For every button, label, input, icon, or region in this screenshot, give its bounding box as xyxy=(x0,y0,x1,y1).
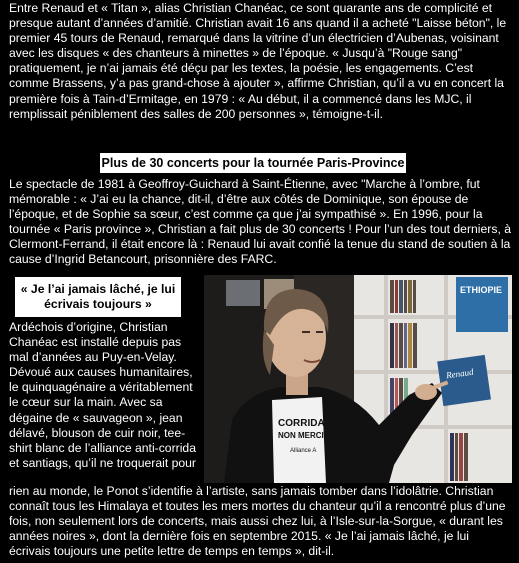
svg-text:ETHIOPIE: ETHIOPIE xyxy=(460,285,503,295)
pull-quote: « Je l’ai jamais lâché, je lui écrivais toujours » xyxy=(15,277,181,317)
svg-text:Renaud: Renaud xyxy=(445,366,475,381)
article-photo xyxy=(204,275,512,483)
intro-paragraph: Entre Renaud et « Titan », alias Christian Chanéac, ce sont quarante ans de complicité et presque autant d’années d’amitié. Christian avait 16 ans quand il a acheté "Laisse béton", le premier 45 tours de Renaud, remarqué dans la vitrine d’un électricien d’Aubenas, voisinant avec les disques « des chanteurs à minettes » de l’époque. « Jusqu’à "Rouge sang" pratiquement, je n’ai jamais été déçu par les textes, la poésie, les engagements. C’est comme Brassens, y’a pas grand-chose à ajouter », affirme Christian, qu’il a vu en concert la première fois à Tain-d’Ermitage, en 1979 : « Au début, il a commencé dans les MJC, il remplissait péniblement des salles de 200 personnes », témoigne-t-il. xyxy=(9,1,507,121)
closing-paragraph: rien au monde, le Ponot s’identifie à l’artiste, sans jamais tomber dans l’idolâtrie. Christian connaît tous les Himalaya et toutes les mers mortes du chanteur qu’il a rencontré plus d’une fois, non seulement lors de concerts, mais aussi chez lui, à l’Isle-sur-la-Sorgue, « durant les années noires », dont la dernière fois en septembre 2015. « Je l’ai jamais lâché, je lui écrivais toujours une petite lettre de temps en temps », dit-il. xyxy=(9,484,506,559)
photo-illustration xyxy=(204,275,512,483)
concerts-paragraph: Le spectacle de 1981 à Geoffroy-Guichard à Saint-Étienne, avec "Marche à l’ombre, fut mémorable : « J’ai eu la chance, dit-il, d’être aux côtés de Dominique, son épouse de l’époque, et de Sophie sa sœur, c’est comme ça que j’ai sympathisé ». En 1996, pour la tournée « Paris province », Christian a fait plus de 30 concerts ! Pour l’un des tout derniers, à Clermont-Ferrand, il était encore là : Renaud lui avait confié la tenue du stand de soutien à la cause d’Ingrid Betancourt, prisonnière des FARC. xyxy=(9,177,511,267)
svg-text:Alliance A: Alliance A xyxy=(290,448,317,454)
section-heading: Plus de 30 concerts pour la tournée Paris-Province xyxy=(100,153,406,173)
svg-text:CORRIDA: CORRIDA xyxy=(278,418,325,429)
portrait-paragraph: Ardéchois d’origine, Christian Chanéac est installé depuis pas mal d’années au Puy-en-Velay. Dévoué aux causes humanitaires, le quinquagénaire a véritablement le cœur sur la main. Avec sa dégaine de « sauvageon », jean délavé, blouson de cuir noir, tee-shirt blanc de l’alliance anti-corrida et santiags, qu’il ne troquerait pour xyxy=(9,320,196,470)
album-cover-renaud xyxy=(437,355,491,406)
svg-text:NON MERCI: NON MERCI xyxy=(278,431,324,440)
